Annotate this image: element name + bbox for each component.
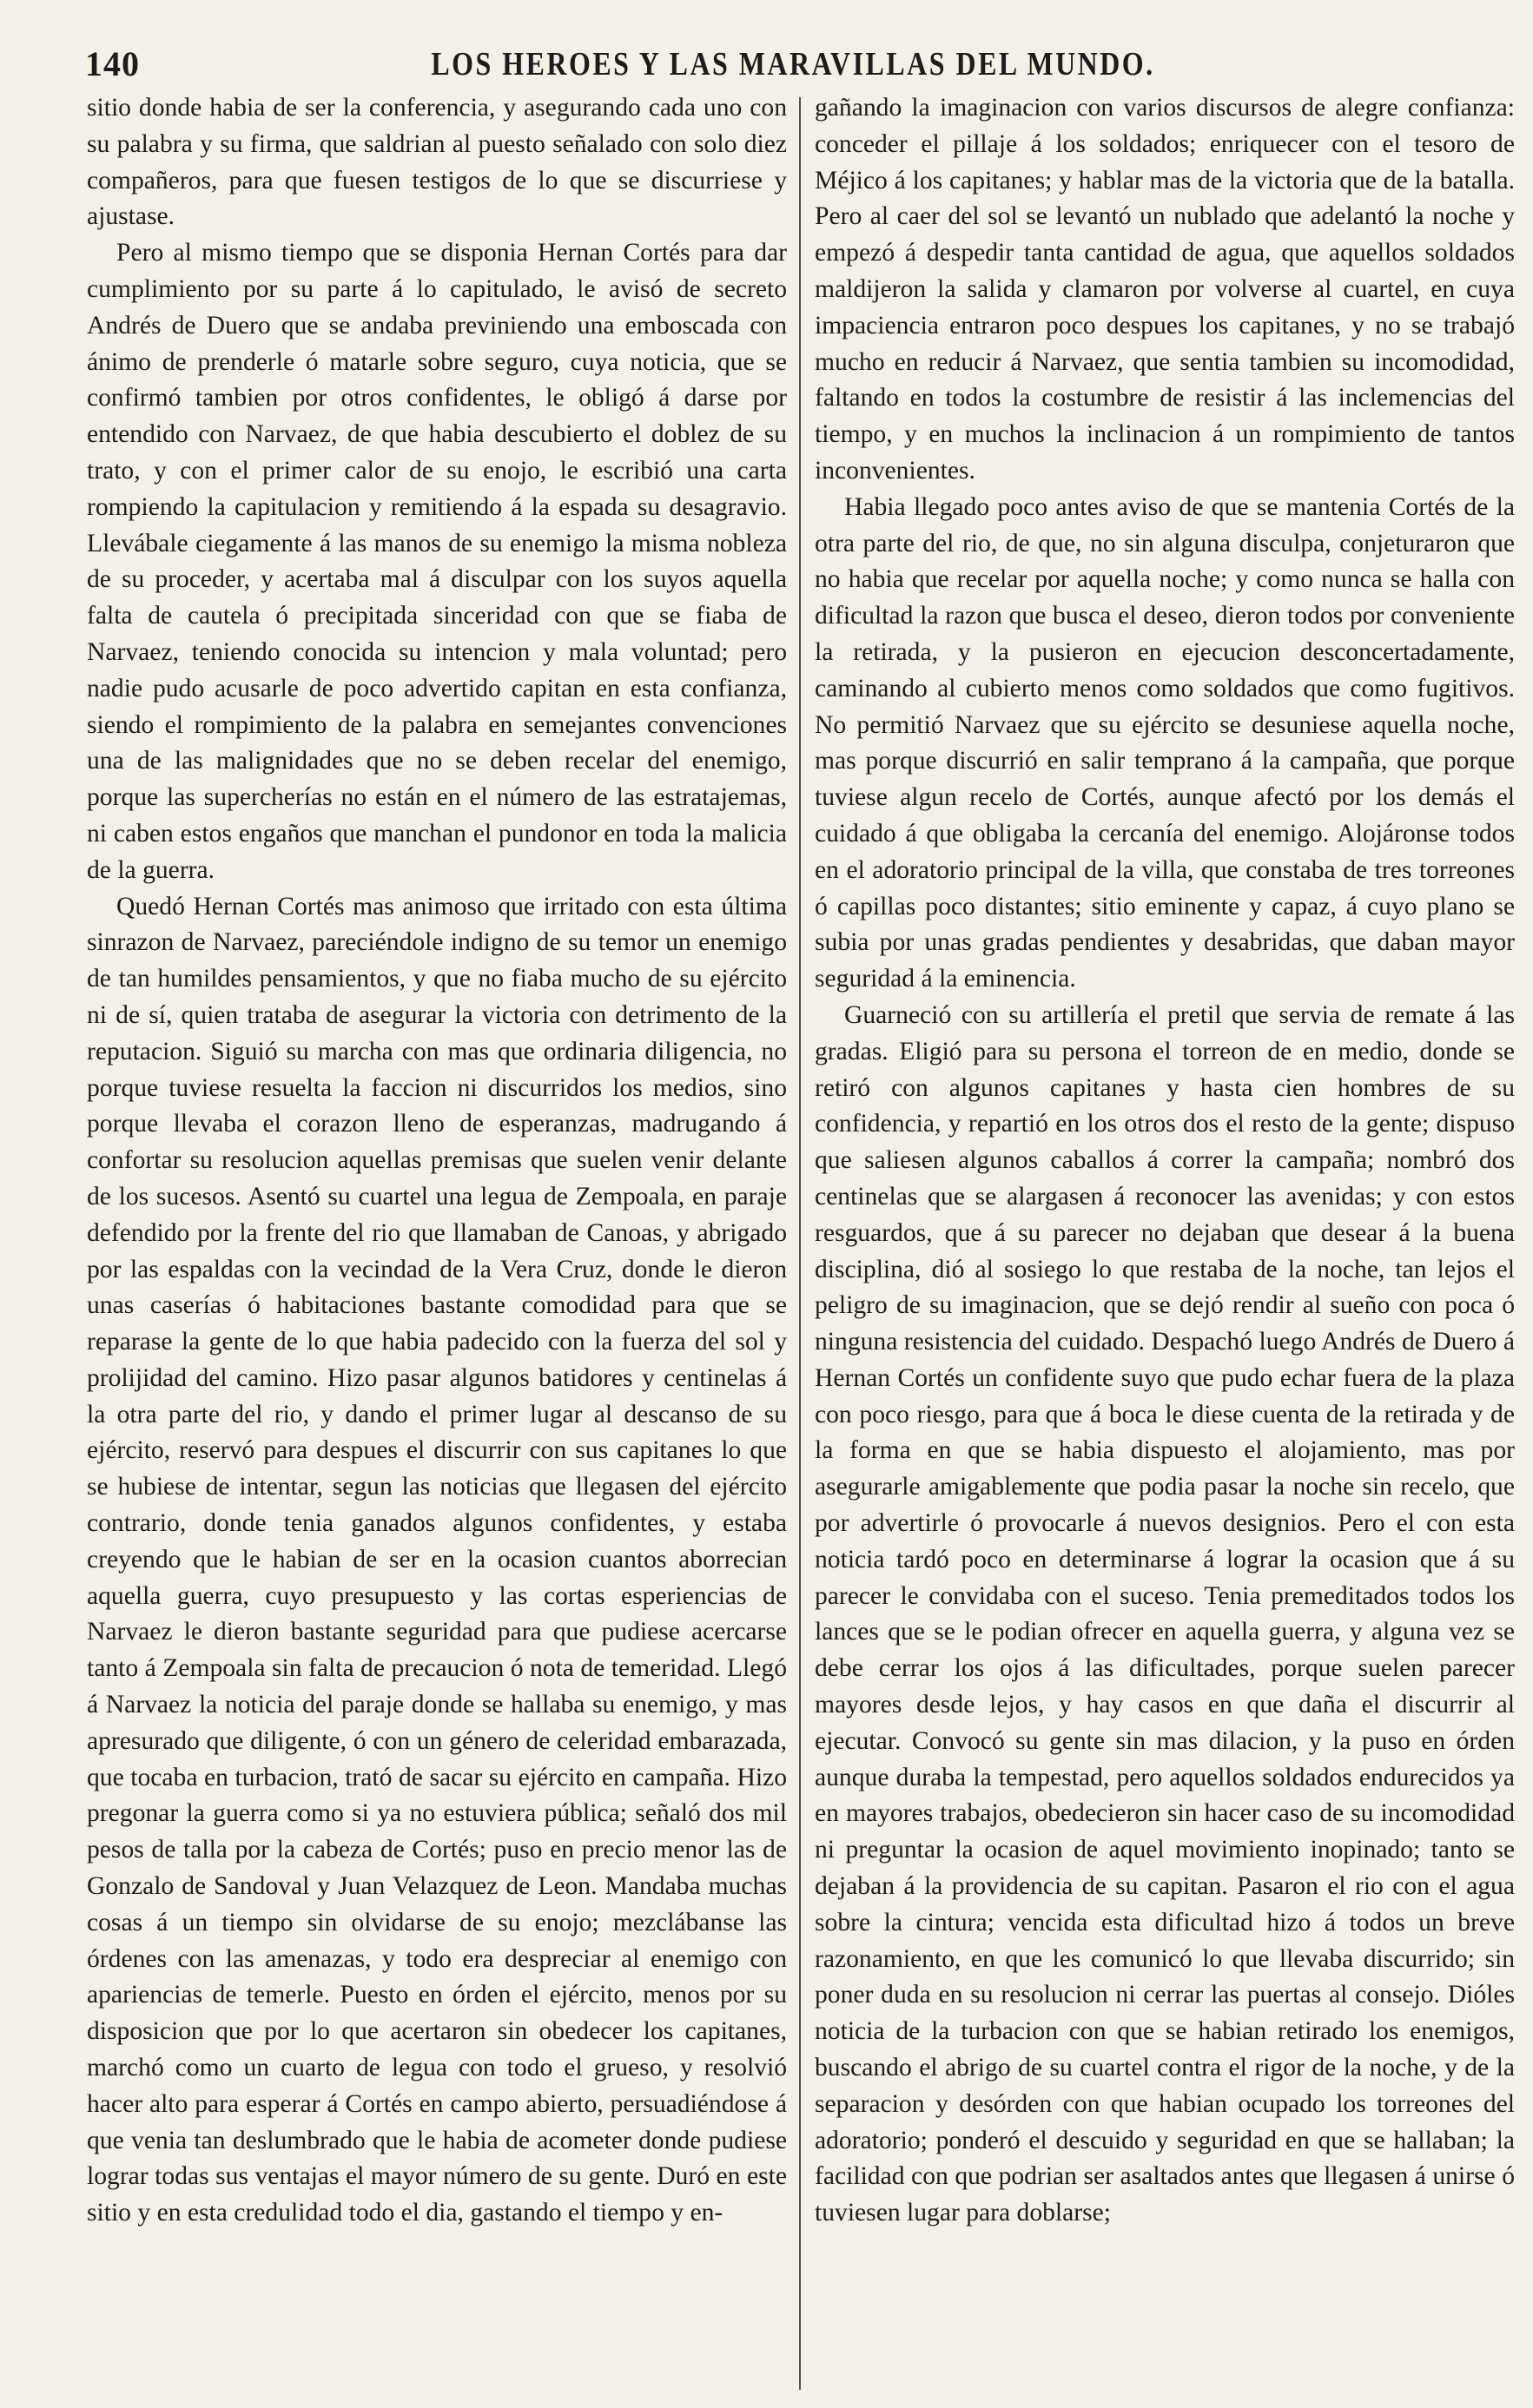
left-column (87, 90, 787, 2232)
paragraph: Habia llegado poco antes aviso de que se mantenia Cortés de la otra parte del rio, de que, no sin alguna disculpa, conjeturaron que no habia que recelar por aquella noche; y como nunca se halla con dificultad la razon que busca el deseo, dieron todos por conveniente la retirada, y la pusieron en ejecucion desconcertadamente, caminando al cubierto menos como soldados que como fugitivos. No permitió Narvaez que su ejército se desuniese aquella noche, mas porque discurrió en salir temprano á la campaña, que porque tuviese algun recelo de Cortés, aunque afectó por los demás el cuidado á que obligaba la cercanía del enemigo. Alojáronse todos en el adoratorio principal de la villa, que constaba de tres torreones ó capillas poco distantes; sitio eminente y capaz, á cuyo plano se subia por unas gradas pendientes y desabridas, que daban mayor seguridad á la eminencia. (815, 492, 1515, 993)
right-column (815, 90, 1515, 2232)
paragraph: sitio donde habia de ser la conferencia, y asegurando cada uno con su palabra y su firma, que saldrian al puesto señalado con solo diez compañeros, para que fuesen testigos de lo que se discurriese y ajustase. (87, 94, 787, 231)
page-number: 140 (85, 44, 140, 83)
column-divider (799, 97, 801, 2390)
paragraph: Guarneció con su artillería el pretil que servia de remate á las gradas. Eligió para su persona el torreon de en medio, donde se retiró con algunos capitanes y hasta cien hombres de su confidencia, y repartió en los otros dos el resto de la gente; dispuso que saliesen algunos caballos á correr la campaña; nombró dos centinelas que se alargasen á reconocer las avenidas; y con estos resguardos, que á su parecer no dejaban que desear á la buena disciplina, dió al sosiego lo que restaba de la noche, tan lejos el peligro de su imaginacion, que se dejó rendir al sueño con poca ó ninguna resistencia del cuidado. Despachó luego Andrés de Duero á Hernan Cortés un confidente suyo que pudo echar fuera de la plaza con poco riesgo, para que á boca le diese cuenta de la retirada y de la forma en que se habia dispuesto el alojamiento, mas por asegurarle amigablemente que podia pasar la noche sin recelo, que por advertirle ó provocarle á nuevos designios. Pero el con esta noticia tardó poco en determinarse á lograr la ocasion que á su parecer le convidaba con el suceso. Tenia premeditados todos los lances que se le podian ofrecer en aquella guerra, y alguna vez se debe cerrar los ojos á las dificultades, porque suelen parecer mayores desde lejos, y hay casos en que daña el discurrir al ejecutar. Convocó su gente sin mas dilacion, y la puso en órden aunque duraba la tempestad, pero aquellos soldados endurecidos ya en mayores trabajos, obedecieron sin hacer caso de su incomodidad ni preguntar la ocasion de aquel movimiento inopinado; tanto se dejaban á la providencia de su capitan. Pasaron el rio con el agua sobre la cintura; vencida esta dificultad hizo á todos un breve razonamiento, en que les comunicó lo que llevaba discurrido; sin poner duda en su resolucion ni cerrar las puertas al consejo. Dióles noticia de la turbacion con que se habian retirado los enemigos, buscando el abrigo de su cuartel contra el rigor de la noche, y de la separacion y desórden con que habian ocupado los torreones del adoratorio; ponderó el descuido y seguridad en que se hallaban; la facilidad con que podrian ser asaltados antes que llegasen á unirse ó tuviesen lugar para doblarse; (815, 1000, 1515, 2227)
paragraph: Pero al mismo tiempo que se disponia Hernan Cortés para dar cumplimiento por su parte á lo capitulado, le avisó de secreto Andrés de Duero que se andaba previniendo una emboscada con ánimo de prenderle ó matarle sobre seguro, cuya noticia, que se confirmó tambien por otros confidentes, le obligó á darse por entendido con Narvaez, de que habia descubierto el doblez de su trato, y con el primer calor de su enojo, le escribió una carta rompiendo la capitulacion y remitiendo á la espada su desagravio. Llevábale ciegamente á las manos de su enemigo la misma nobleza de su proceder, y acertaba mal á disculpar con los suyos aquella falta de cautela ó precipitada sinceridad con que se fiaba de Narvaez, teniendo conocida su intencion y mala voluntad; pero nadie pudo acusarle de poco advertido capitan en esta confianza, siendo el rompimiento de la palabra en semejantes convenciones una de las malignidades que no se deben recelar del enemigo, porque las supercherías no están en el número de las estratajemas, ni caben estos engaños que manchan el pundonor en toda la malicia de la guerra. (87, 239, 787, 884)
paragraph: gañando la imaginacion con varios discursos de alegre confianza: conceder el pillaje á los soldados; enriquecer con el tesoro de Méjico á los capitanes; y hablar mas de la victoria que de la batalla. Pero al caer del sol se levantó un nublado que adelantó la noche y empezó á despedir tanta cantidad de agua, que aquellos soldados maldijeron la salida y clamaron por volverse al cuartel, en cuya impaciencia entraron poco despues los capitanes, y no se trabajó mucho en reducir á Narvaez, que sentia tambien su incomodidad, faltando en todos la costumbre de resistir á las inclemencias del tiempo, y en muchos la inclinacion á un rompimiento de tantos inconvenientes. (815, 94, 1515, 485)
page-header (85, 43, 1501, 96)
paragraph: Quedó Hernan Cortés mas animoso que irritado con esta última sinrazon de Narvaez, pareciéndole indigno de su temor un enemigo de tan humildes pensamientos, y que no fiaba mucho de su ejército ni de sí, quien trataba de asegurar la victoria con detrimento de la reputacion. Siguió su marcha con mas que ordinaria diligencia, no porque tuviese resuelta la faccion ni discurridos los medios, sino porque llevaba el corazon lleno de esperanzas, madrugando á confortar su resolucion aquellas premisas que suelen venir delante de los sucesos. Asentó su cuartel una legua de Zempoala, en paraje defendido por la frente del rio que llamaban de Canoas, y abrigado por las espaldas con la vecindad de la Vera Cruz, donde le dieron unas caserías ó habitaciones bastante comodidad para que se reparase la gente de lo que habia padecido con la fuerza del sol y prolijidad del camino. Hizo pasar algunos batidores y centinelas á la otra parte del rio, y dando el primer lugar al descanso de su ejército, reservó para despues el discurrir con sus capitanes lo que se hubiese de intentar, segun las noticias que llegasen del ejército contrario, donde tenia ganados algunos confidentes, y estaba creyendo que le habian de ser en la ocasion cuantos aborrecian aquella guerra, cuyo presupuesto y las cortas esperiencias de Narvaez le dieron bastante seguridad para que pudiese acercarse tanto á Zempoala sin falta de precaucion ó nota de temeridad. Llegó á Narvaez la noticia del paraje donde se hallaba su enemigo, y mas apresurado que diligente, ó con un género de celeridad embarazada, que tocaba en turbacion, trató de sacar su ejército en campaña. Hizo pregonar la guerra como si ya no estuviera pública; señaló dos mil pesos de talla por la cabeza de Cortés; puso en precio menor las de Gonzalo de Sandoval y Juan Velazquez de Leon. Mandaba muchas cosas á un tiempo sin olvidarse de su enojo; mezclábanse las órdenes con las amenazas, y todo era despreciar al enemigo con apariencias de temerle. Puesto en órden el ejército, menos por su disposicion que por lo que acertaron sin obedecer los capitanes, marchó como un cuarto de legua con todo el grueso, y resolvió hacer alto para esperar á Cortés en campo abierto, persuadiéndose á que venia tan deslumbrado que le habia de acometer donde pudiese lograr todas sus ventajas el mayor número de su gente. Duró en este sitio y en esta credulidad todo el dia, gastando el tiempo y en- (87, 892, 787, 2227)
running-title: LOS HEROES Y LAS MARAVILLAS DEL MUNDO. (431, 46, 1155, 82)
